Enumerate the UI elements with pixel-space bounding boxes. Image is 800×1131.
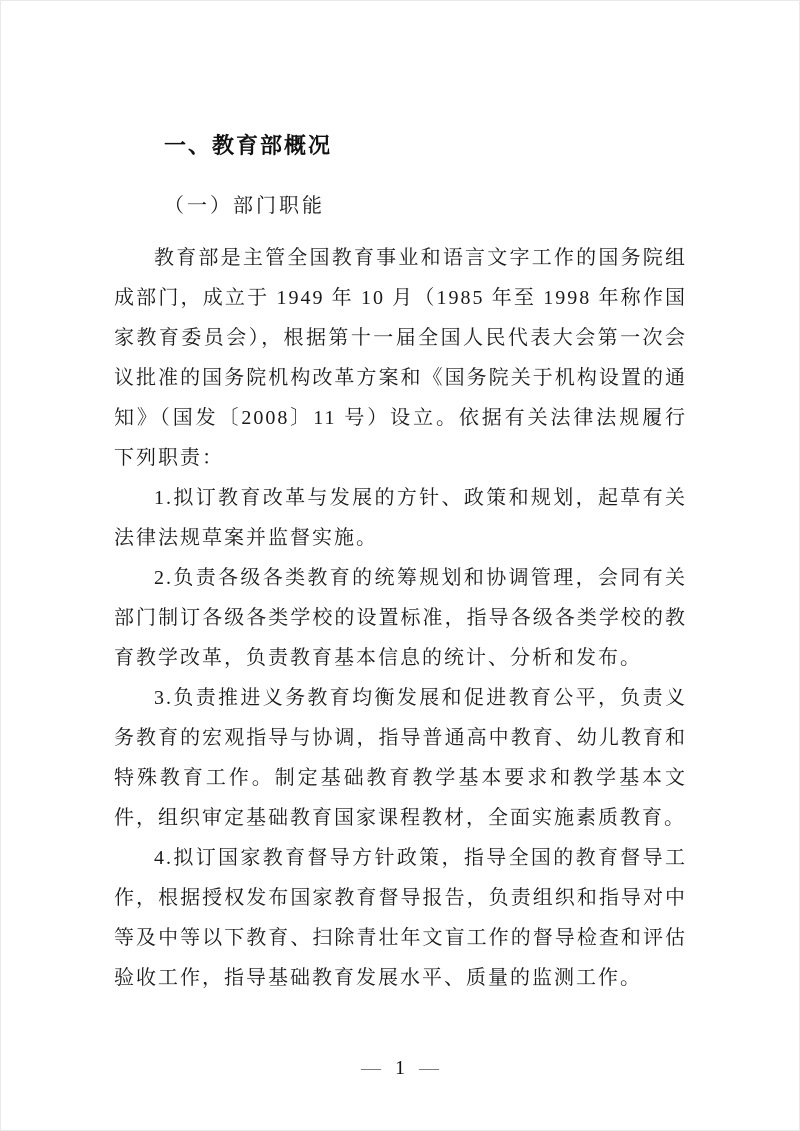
- subsection-heading: （一）部门职能: [164, 195, 325, 217]
- document-body: [114, 238, 687, 998]
- footer-dash-left: —: [361, 1057, 381, 1079]
- paragraph-duty-2: 2.负责各级各类教育的统筹规划和协调管理，会同有关部门制订各级各类学校的设置标准，指导各级各类学校的教育教学改革，负责教育基本信息的统计、分析和发布。: [114, 567, 687, 669]
- section-heading: 一、教育部概况: [164, 133, 333, 158]
- paragraph-intro: 教育部是主管全国教育事业和语言文字工作的国务院组成部门，成立于 1949 年 10 月（1985 年至 1998 年称作国家教育委员会），根据第十一届全国人民代表大会第一次会议批准的国务院机构改革方案和《国务院关于机构设置的通知》（国发〔2008〕11 号）设立。依据有关法律法规履行下列职责：: [114, 247, 687, 469]
- paragraph-duty-3: 3.负责推进义务教育均衡发展和促进教育公平，负责义务教育的宏观指导与协调，指导普通高中教育、幼儿教育和特殊教育工作。制定基础教育教学基本要求和教学基本文件，组织审定基础教育国家课程教材，全面实施素质教育。: [114, 687, 687, 829]
- document-content: [1, 1, 799, 998]
- page-footer: [1, 1056, 799, 1080]
- footer-dash-right: —: [419, 1057, 439, 1079]
- paragraph-duty-1: 1.拟订教育改革与发展的方针、政策和规划，起草有关法律法规草案并监督实施。: [114, 487, 687, 549]
- page-number: 1: [395, 1057, 405, 1079]
- paragraph-duty-4: 4.拟订国家教育督导方针政策，指导全国的教育督导工作，根据授权发布国家教育督导报告，负责组织和指导对中等及中等以下教育、扫除青壮年文盲工作的督导检查和评估验收工作，指导基础教育发展水平、质量的监测工作。: [114, 847, 687, 989]
